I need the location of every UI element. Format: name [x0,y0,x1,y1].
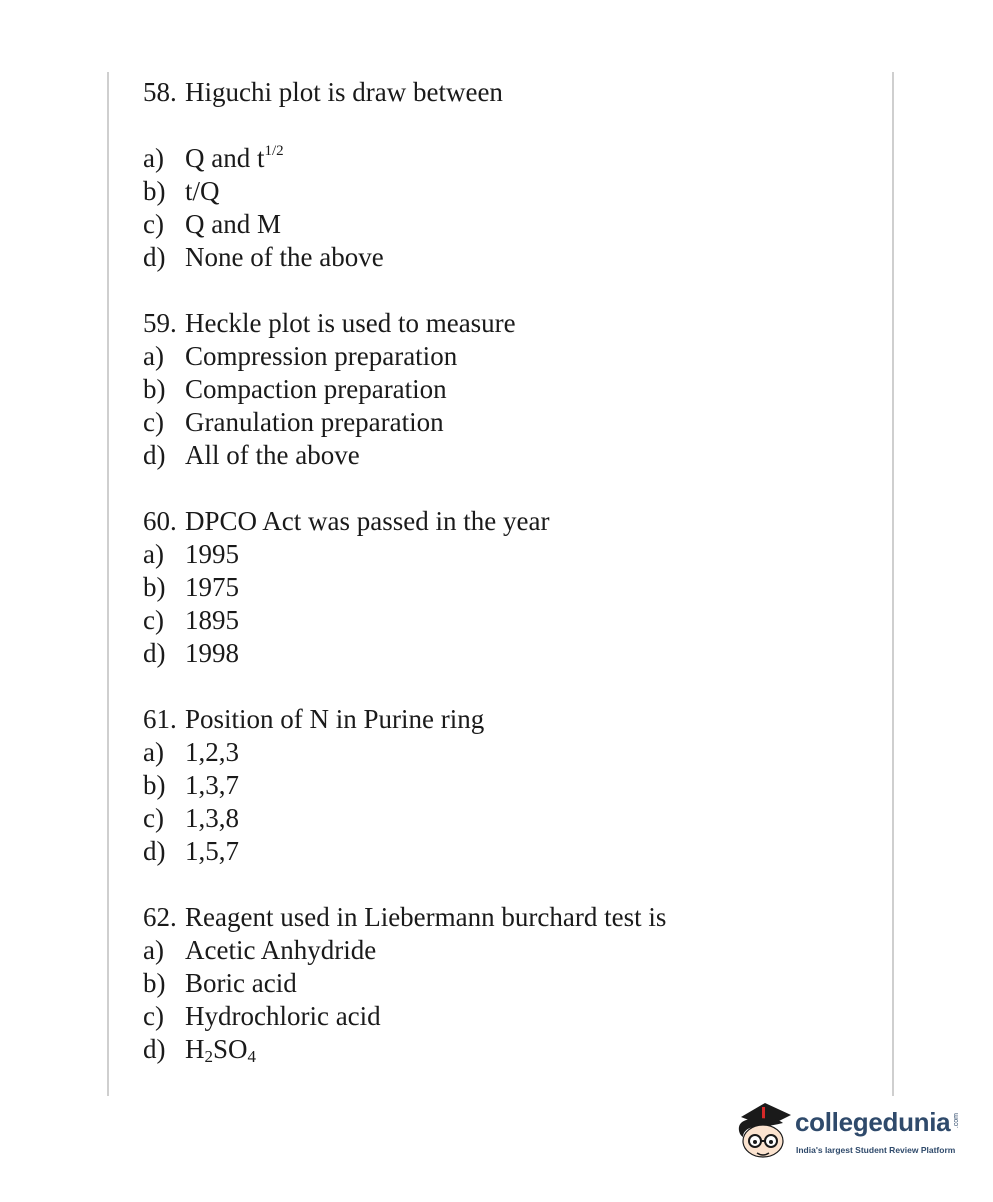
question-title [143,307,883,340]
formula-subscript: 2 [204,1047,213,1066]
option-a [143,142,883,175]
question-title [143,505,883,538]
option-text: 1,3,7 [185,770,239,800]
question-number: 62. [143,902,177,932]
question-title [143,703,883,736]
option-letter: b) [143,770,166,800]
option-letter: c) [143,407,164,437]
option-letter: d) [143,836,166,866]
option-letter: d) [143,638,166,668]
question-58 [143,76,883,274]
option-a [143,934,883,967]
option-text: t/Q [185,176,220,206]
option-text: Q and M [185,209,281,239]
option-text: 1975 [185,572,239,602]
option-letter: b) [143,572,166,602]
option-text: Hydrochloric acid [185,1001,381,1031]
question-number: 59. [143,308,177,338]
option-letter: d) [143,1034,166,1064]
option-text: All of the above [185,440,360,470]
option-letter: c) [143,803,164,833]
option-b [143,967,883,1000]
logo-wordmark: collegedunia [795,1107,951,1137]
question-61 [143,703,883,868]
question-title [143,901,883,934]
option-text: None of the above [185,242,384,272]
option-letter: a) [143,341,164,371]
option-letter: c) [143,1001,164,1031]
option-superscript: 1/2 [264,143,284,159]
option-text: Boric acid [185,968,297,998]
formula-subscript: 4 [247,1047,257,1066]
option-letter: a) [143,935,164,965]
question-text: Heckle plot is used to measure [185,308,516,338]
option-d [143,637,883,670]
left-margin-rule [107,72,109,1096]
option-b [143,571,883,604]
option-b [143,175,883,208]
option-text: Acetic Anhydride [185,935,377,965]
option-d [143,835,883,868]
question-62 [143,901,883,1066]
question-text: Higuchi plot is draw between [185,77,503,107]
option-letter: c) [143,605,164,635]
option-letter: d) [143,440,166,470]
option-letter: b) [143,968,166,998]
question-number: 60. [143,506,177,536]
question-text: Reagent used in Liebermann burchard test is [185,902,667,932]
option-text: Granulation preparation [185,407,444,437]
formula-part: SO [213,1034,248,1064]
option-a [143,736,883,769]
option-d [143,241,883,274]
collegedunia-logo [735,1093,975,1165]
question-60 [143,505,883,670]
option-letter: d) [143,242,166,272]
mascot-icon [735,1093,795,1165]
option-text: Compression preparation [185,341,458,371]
logo-tagline: India's largest Student Review Platform [796,1145,956,1155]
option-d [143,439,883,472]
question-title [143,76,883,109]
option-a [143,340,883,373]
right-margin-rule [892,72,894,1096]
question-text: Position of N in Purine ring [185,704,485,734]
option-text: 1998 [185,638,239,668]
option-b [143,373,883,406]
option-d [143,1033,883,1066]
question-number: 58. [143,77,177,107]
question-text: DPCO Act was passed in the year [185,506,550,536]
option-text: 1,2,3 [185,737,239,767]
option-text [185,1033,256,1066]
option-letter: a) [143,539,164,569]
option-text [185,142,284,175]
formula-part: H [185,1034,205,1064]
question-number: 61. [143,704,177,734]
option-c [143,208,883,241]
option-a [143,538,883,571]
option-c [143,604,883,637]
option-letter: b) [143,176,166,206]
option-text-main: Q and t [185,143,265,173]
option-text: 1,3,8 [185,803,239,833]
option-c [143,802,883,835]
option-text: 1895 [185,605,239,635]
option-c [143,1000,883,1033]
option-text: 1,5,7 [185,836,239,866]
option-text: Compaction preparation [185,374,447,404]
option-letter: c) [143,209,164,239]
logo-domain: .com [953,1113,960,1129]
question-list [143,76,883,1099]
option-text: 1995 [185,539,239,569]
option-c [143,406,883,439]
option-letter: a) [143,737,164,767]
option-b [143,769,883,802]
option-letter: a) [143,143,164,173]
question-59 [143,307,883,472]
option-letter: b) [143,374,166,404]
